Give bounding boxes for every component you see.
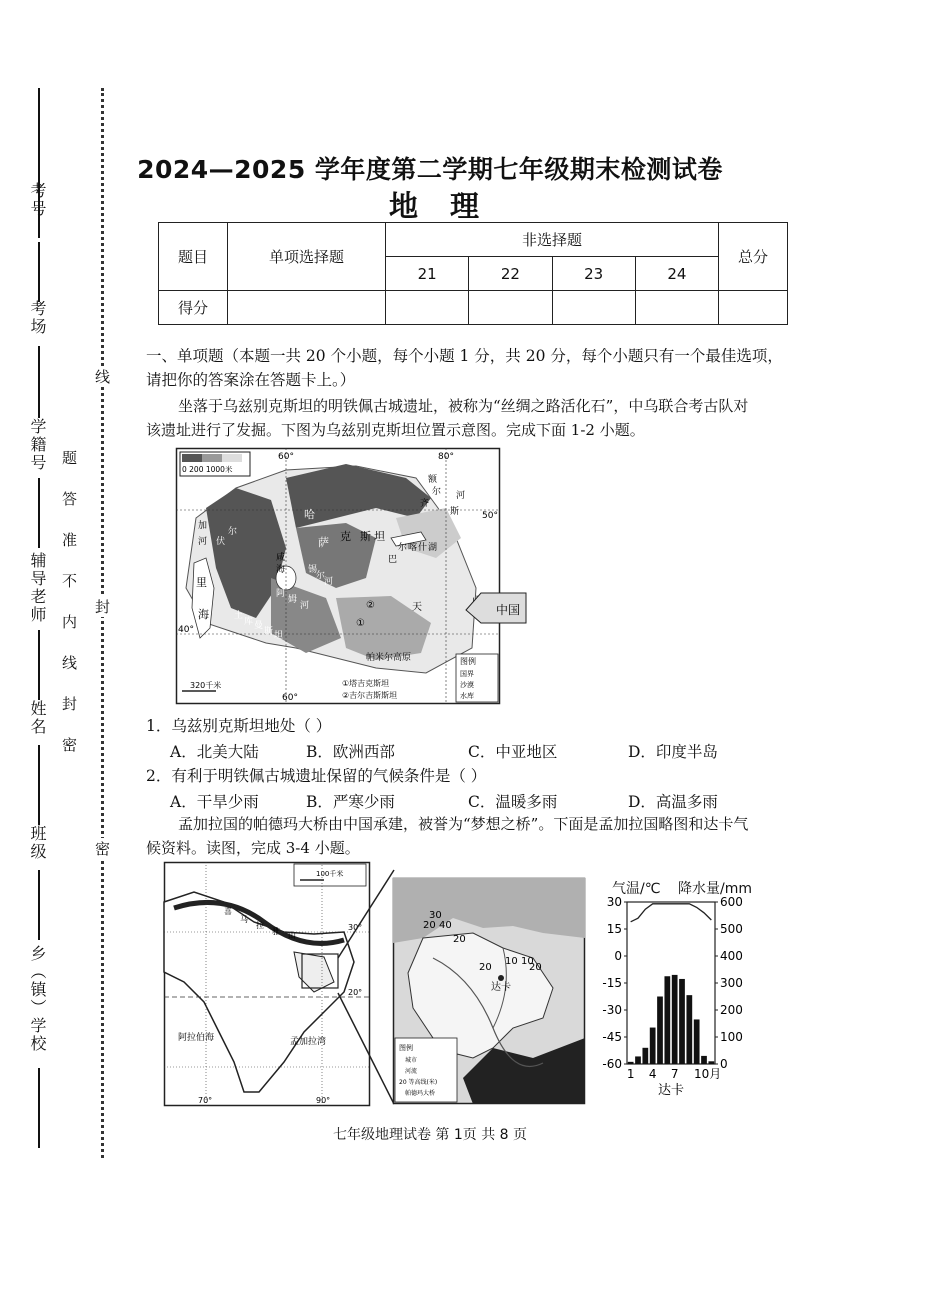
score-cell[interactable] (719, 291, 788, 325)
svg-text:20°: 20° (348, 988, 363, 997)
temp-tick-label: 15 (606, 922, 622, 936)
month-tick-label: 1 (626, 1067, 635, 1081)
margin-line (38, 745, 40, 825)
score-cell[interactable] (386, 291, 469, 325)
precip-bar (642, 1048, 648, 1064)
margin-line (38, 870, 40, 940)
svg-text:10: 10 (505, 956, 518, 967)
svg-text:拉: 拉 (256, 921, 264, 930)
precip-tick-label: 300 (720, 976, 743, 990)
svg-text:里: 里 (196, 576, 207, 589)
name-label: 姓名 (28, 700, 47, 736)
temp-tick-label: -30 (602, 1003, 622, 1017)
margin-line (38, 346, 40, 418)
svg-text:坦: 坦 (274, 631, 284, 641)
svg-text:20: 20 (479, 962, 492, 973)
precip-tick-label: 100 (720, 1030, 743, 1044)
svg-text:伏: 伏 (216, 537, 226, 547)
question-2-stem: 2．有利于明铁佩古城遗址保留的气候条件是（ ） (146, 767, 487, 785)
tutor-label: 辅导老师 (28, 552, 47, 624)
chart-temp-axis-label: 气温/℃ (612, 881, 661, 897)
svg-text:尔: 尔 (398, 543, 408, 553)
exam-title: 2024—2025 学年度第二学期七年级期末检测试卷 (137, 155, 723, 184)
precip-bar (701, 1056, 707, 1064)
score-cell[interactable] (552, 291, 635, 325)
precip-tick-label: 400 (720, 949, 743, 963)
precip-bar (672, 975, 678, 1064)
svg-text:帕米尔高原: 帕米尔高原 (366, 653, 412, 663)
svg-text:河流: 河流 (405, 1068, 418, 1075)
lon-60-bottom: 60° (282, 693, 298, 703)
svg-text:加: 加 (198, 521, 208, 531)
margin-line (38, 242, 40, 302)
svg-text:30°: 30° (348, 923, 363, 932)
svg-text:尔: 尔 (228, 527, 238, 537)
svg-text:图例: 图例 (399, 1044, 413, 1052)
svg-text:90°: 90° (316, 1096, 331, 1105)
temp-tick-label: -45 (602, 1030, 622, 1044)
exam-room-label: 考场 (28, 300, 47, 336)
svg-text:②: ② (366, 600, 375, 611)
svg-text:70°: 70° (198, 1096, 213, 1105)
svg-text:马: 马 (240, 915, 248, 924)
score-cell[interactable] (228, 291, 386, 325)
lon-80-top: 80° (438, 452, 454, 462)
svg-text:阿拉伯海: 阿拉伯海 (178, 1033, 215, 1043)
chart-title: 达卡 (657, 1083, 685, 1098)
svg-text:河: 河 (300, 601, 310, 611)
svg-text:河: 河 (324, 577, 334, 587)
score-table-total-header: 总分 (719, 223, 788, 291)
svg-text:坦: 坦 (374, 530, 385, 543)
dhaka-label: 达卡 (491, 982, 511, 993)
lon-60-top: 60° (278, 452, 294, 462)
precip-tick-label: 500 (720, 922, 743, 936)
precip-bar (686, 995, 692, 1064)
chart-precip-axis-label: 降水量/mm (678, 881, 752, 897)
svg-text:曼: 曼 (254, 621, 264, 631)
svg-text:哈: 哈 (304, 508, 315, 521)
q2-option-a[interactable]: A．干旱少雨 (170, 793, 259, 811)
uzbekistan-location-map (176, 448, 521, 704)
precip-bar (694, 1019, 700, 1064)
zoom-lines (338, 868, 398, 1108)
svg-text:阿: 阿 (276, 589, 286, 599)
svg-text:湖: 湖 (428, 543, 438, 553)
month-tick-label: 4 (648, 1067, 657, 1081)
precip-bar (635, 1056, 641, 1064)
svg-text:40: 40 (439, 920, 452, 931)
svg-text:喀: 喀 (408, 543, 418, 553)
dotted-mark-mi: 密 (95, 840, 111, 858)
precip-tick-label: 200 (720, 1003, 743, 1017)
svg-text:斯: 斯 (450, 507, 460, 517)
passage2-line1: 孟加拉国的帕德玛大桥由中国承建，被誉为“梦想之桥”。下面是孟加拉国略图和达卡气 (178, 815, 749, 833)
q2-option-c[interactable]: C．温暖多雨 (468, 793, 558, 811)
svg-text:河: 河 (456, 491, 466, 501)
score-table-q21: 21 (386, 257, 469, 291)
precip-bar (708, 1061, 714, 1064)
svg-text:斯: 斯 (264, 627, 274, 637)
precip-bar (628, 1062, 634, 1064)
svg-text:水库: 水库 (460, 692, 474, 700)
svg-text:山: 山 (288, 931, 296, 940)
svg-text:齐: 齐 (420, 499, 430, 509)
svg-text:20: 20 (529, 962, 542, 973)
q2-option-b[interactable]: B．严寒少雨 (306, 793, 395, 811)
svg-text:①塔吉克斯坦: ①塔吉克斯坦 (342, 679, 390, 688)
precip-bar (650, 1028, 656, 1064)
q1-option-d[interactable]: D．印度半岛 (628, 743, 718, 761)
svg-text:萨: 萨 (318, 536, 329, 549)
svg-text:河: 河 (198, 537, 208, 547)
q1-option-b[interactable]: B．欧洲西部 (306, 743, 395, 761)
svg-text:土: 土 (234, 611, 244, 621)
svg-text:国界: 国界 (460, 670, 474, 678)
elevation-scale-text: 0 200 1000米 (182, 465, 233, 474)
svg-text:10: 10 (521, 956, 534, 967)
passage1-line2: 该遗址进行了发掘。下图为乌兹别克斯坦位置示意图。完成下面 1-2 小题。 (146, 421, 645, 439)
question-1-stem: 1．乌兹别克斯坦地处（ ） (146, 717, 332, 735)
svg-text:海: 海 (198, 608, 209, 621)
dotted-mark-xian: 线 (95, 368, 111, 386)
lat-50: 50° (482, 511, 498, 521)
chart-plot-area (627, 902, 715, 1064)
temp-tick-label: 30 (606, 895, 622, 909)
score-table-item-header: 题目 (159, 223, 228, 291)
svg-text:②吉尔吉斯斯坦: ②吉尔吉斯斯坦 (342, 691, 398, 700)
temp-tick-label: -60 (602, 1057, 622, 1071)
temp-tick-label: 0 (614, 949, 622, 963)
q2-option-d[interactable]: D．高温多雨 (628, 793, 718, 811)
svg-text:克: 克 (340, 530, 351, 543)
svg-text:库: 库 (244, 617, 254, 627)
precip-tick-label: 600 (720, 895, 743, 909)
svg-text:姆: 姆 (288, 595, 298, 605)
svg-text:雅: 雅 (272, 927, 280, 936)
svg-text:咸: 咸 (276, 553, 286, 563)
score-table (158, 222, 788, 325)
svg-text:帕德玛大桥: 帕德玛大桥 (405, 1090, 436, 1097)
map2-scale: 100千米 (316, 870, 344, 878)
class-label: 班级 (28, 825, 47, 861)
svg-text:尔: 尔 (316, 571, 326, 581)
svg-text:尔: 尔 (432, 487, 442, 497)
svg-text:图例: 图例 (460, 657, 476, 666)
precip-bar (679, 979, 685, 1064)
dotted-mark-feng: 封 (95, 598, 111, 616)
score-cell[interactable] (469, 291, 552, 325)
map1-scale: 320千米 (190, 681, 222, 690)
svg-text:什: 什 (418, 543, 428, 553)
q1-option-c[interactable]: C．中亚地区 (468, 743, 558, 761)
score-table-non-choice-header: 非选择题 (386, 223, 719, 257)
seal-line-text: 题 答 准 不 内 线 封 密 (62, 449, 78, 754)
score-table-score-label: 得分 (159, 291, 228, 325)
student-id-label: 学籍号 (28, 418, 47, 472)
svg-text:斯: 斯 (360, 530, 371, 543)
subject-title: 地理 (388, 189, 511, 223)
china-label: 中国 (496, 603, 521, 617)
svg-text:海: 海 (276, 565, 286, 575)
svg-text:城市: 城市 (405, 1057, 418, 1064)
bangladesh-map (393, 878, 585, 1104)
climate-chart-svg (595, 894, 755, 1099)
svg-text:沙漠: 沙漠 (460, 681, 474, 689)
margin-line (38, 630, 40, 700)
svg-text:喜: 喜 (224, 907, 232, 916)
svg-text:巴: 巴 (388, 555, 398, 565)
precip-tick-label: 0 (720, 1057, 728, 1071)
svg-text:额: 额 (428, 475, 438, 485)
exam-number-label: 考号 (28, 182, 47, 218)
precip-bar (664, 976, 670, 1064)
svg-text:孟加拉湾: 孟加拉湾 (290, 1037, 327, 1047)
score-table-q22: 22 (469, 257, 552, 291)
lat-40: 40° (178, 625, 194, 635)
school-label: 乡（镇）学校 (28, 945, 47, 1053)
precip-bar (657, 997, 663, 1065)
svg-text:20: 20 (453, 934, 466, 945)
svg-text:20 等高线(米): 20 等高线(米) (399, 1079, 438, 1086)
svg-text:30: 30 (429, 910, 442, 921)
score-table-q24: 24 (635, 257, 718, 291)
score-table-single-choice-header: 单项选择题 (228, 223, 386, 291)
passage1-line1: 坐落于乌兹别克斯坦的明铁佩古城遗址，被称为“丝绸之路活化石”，中乌联合考古队对 (178, 397, 749, 415)
score-table-q23: 23 (552, 257, 635, 291)
section-heading: 一、单项题（本题一共 20 个小题，每个小题 1 分，共 20 分，每个小题只有一个最佳选项， (146, 347, 783, 365)
svg-text:①: ① (356, 618, 365, 629)
svg-text:20: 20 (423, 920, 436, 931)
temp-tick-label: -15 (602, 976, 622, 990)
margin-line (38, 478, 40, 548)
section-heading-cont: 请把你的答案涂在答题卡上。） (146, 371, 356, 389)
q1-option-a[interactable]: A．北美大陆 (170, 743, 259, 761)
month-tick-label: 10月 (694, 1067, 722, 1081)
passage2-line2: 候资料。读图，完成 3-4 小题。 (146, 839, 360, 857)
month-tick-label: 7 (670, 1067, 679, 1081)
svg-text:天: 天 (412, 602, 422, 613)
seal-dotted-line (101, 88, 104, 1158)
svg-text:锡: 锡 (308, 565, 318, 575)
score-cell[interactable] (635, 291, 718, 325)
page-footer: 七年级地理试卷 第 1页 共 8 页 (332, 1127, 528, 1143)
